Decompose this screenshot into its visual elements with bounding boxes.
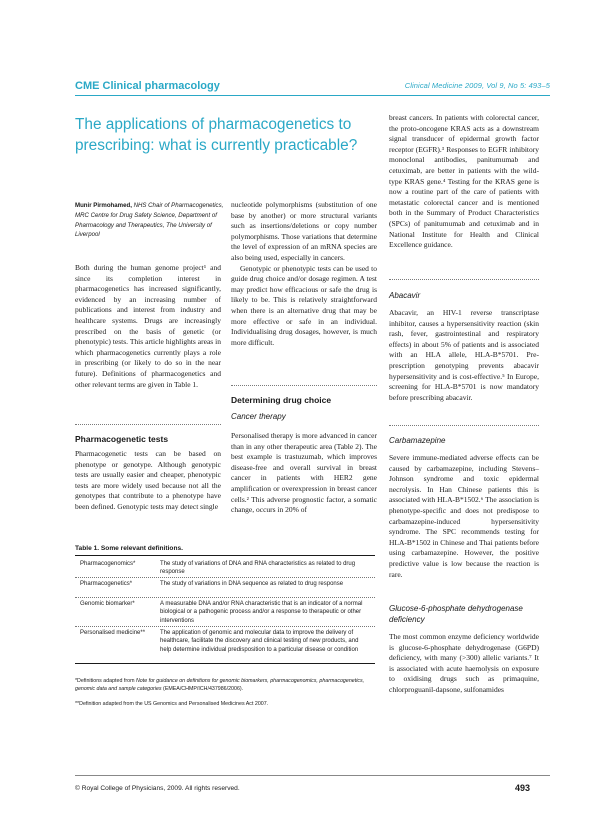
- footnote-1-suffix: (EMEA/CHMP/ICH/437986/2006).: [161, 686, 244, 692]
- table-footnote-1: [75, 677, 375, 693]
- table-term: Pharmacogenomics*: [80, 561, 136, 567]
- col2-paragraph-2: Genotypic or phenotypic tests can be used to guide drug choice and/or dosage regimen. A test may predict how efficacious or safe the drug is likely to be. This is relatively straightforward when there is an alternative drug that may be more effective or safe in an individual. Individualising drug dosages, however, is much more difficult.: [231, 263, 377, 347]
- table-title: Table 1. Some relevant definitions.: [75, 545, 183, 552]
- col3-paragraph-3: Severe immune-mediated adverse effects can be caused by carbamazepine, including Stevens–Johnson syndrome and toxic epidermal necrolysis. In Han Chinese patients this is associated with HLA-B*1502.⁶ The association is phenotype-specific and does not predispose to carbamazepine-induced hypersensitivity syndrome. The SPC recommends testing for HLA-B*1502 in Chinese and Thai patients before using carbamazepine. However, the positive predictive value is low because the reaction is rare.: [389, 453, 539, 579]
- table-term: Personalised medicine**: [80, 630, 146, 636]
- col3-paragraph-1: breast cancers. In patients with colorectal cancer, the proto-oncogene KRAS acts as a downstream signal transducer of epidermal growth factor receptor (EGFR).³ Responses to EGFR inhibitory monoclonal antibodies, panitumumab and cetuximab, are better in patients with the wild-type KRAS gene.⁴ Testing for the KRAS gene is now a routine part of the care of patients with metastatic colorectal cancer and is mentioned both in the Summary of Product Characteristics (SPCs) of panitumumab and cetuximab and in National Institute for Health and Clinical Excellence guidance.: [389, 113, 539, 250]
- author-affiliation: NHS Chair of Pharmacogenetics, MRC Centre for Drug Safety Science, Department of Pharmacology and Therapeutics, The University of Liverpool: [75, 202, 224, 239]
- table-definition: A measurable DNA and/or RNA characteristic that is an indicator of a normal biological or a pathogenic process and/or a response to therapeutic or other interventions: [160, 601, 363, 624]
- copyright-notice: © Royal College of Physicians, 2009. All rights reserved.: [75, 785, 240, 792]
- journal-citation: Clinical Medicine 2009, Vol 9, No 5: 493–5: [404, 81, 550, 90]
- subheading-abacavir: Abacavir: [389, 291, 421, 300]
- column-3-abacavir: [389, 308, 539, 403]
- footer-rule: [75, 775, 550, 776]
- section-divider: [389, 279, 539, 280]
- col3-paragraph-2: Abacavir, an HIV-1 reverse transcriptase inhibitor, causes a hypersensitivity reaction (skin rash, fever, gastrointestinal and respiratory effects) in about 5% of patients and is associated with an HLA allele, HLA-B*5701. Pre-prescription genotyping prevents abacavir hypersensitivity and is cost-effective.⁵ In Europe, screening for HLA-B*5701 is now mandatory before prescribing abacavir.: [389, 308, 539, 402]
- subheading-cancer-therapy: Cancer therapy: [231, 412, 286, 421]
- table-row: [75, 629, 375, 662]
- table-row-divider: [75, 597, 375, 598]
- table-bottom-rule: [75, 663, 375, 664]
- col3-paragraph-4: The most common enzyme deficiency worldwide is glucose-6-phosphate dehydrogenase (G6PD) deficiency, with many (>300) allelic variants.⁷ It is associated with acute haemolysis on exposure to oxidising drugs such as primaquine, chlorproguanil-dapsone, sulfonamides: [389, 632, 539, 694]
- section-divider: [389, 425, 539, 426]
- section-divider: [231, 385, 377, 386]
- section-divider: [75, 424, 221, 425]
- col2-paragraph-3: Personalised therapy is more advanced in cancer than in any other therapeutic area (Table 2). The best example is trastuzumab, which improves disease-free and overall survival in breast cancer in patients with HER2 gene amplification or overexpression in breast cancer cells.² This adverse prognostic factor, a somatic change, occurs in 20% of: [231, 431, 377, 515]
- table-term: Pharmacogenetics*: [80, 581, 133, 587]
- heading-determining-drug-choice: Determining drug choice: [231, 395, 332, 405]
- footnote-1-prefix: *Definitions adapted from: [75, 678, 136, 684]
- column-1-intro: [75, 263, 221, 390]
- column-2-top: [231, 200, 377, 348]
- tests-paragraph: Pharmacogenetic tests can be based on phenotype or genotype. Although genotypic tests are usually easier and cheaper, phenotypic tests are more widely used because not all the genotypes that contribute to a phenotype have been defined. Genotypic tests may detect single: [75, 449, 221, 511]
- table-row: [75, 560, 375, 576]
- column-3-top: [389, 113, 539, 251]
- table-row: [75, 600, 375, 625]
- header-rule: [75, 95, 550, 96]
- table-definition: The study of variations in DNA sequence as related to drug response: [160, 581, 344, 587]
- col2-paragraph-1: nucleotide polymorphisms (substitution of one base by another) or more structural variants such as insertions/deletions or copy number polymorphisms. Those variations that determine the level of expression of an mRNA species are also being used, especially in cancers.: [231, 200, 377, 262]
- subheading-g6pd: Glucose-6-phosphate dehydrogenase deficiency: [389, 604, 523, 624]
- table-row: [75, 580, 375, 596]
- table-term: Genomic biomarker*: [80, 601, 135, 607]
- intro-paragraph: Both during the human genome project¹ and since its completion interest in pharmacogenetics has increased significantly, evidenced by an increasing number of publications and interest from industry and healthcare systems. Drugs are increasingly prescribed on the basis of genetic (or phenotypic) tests. This article highlights areas in which pharmacogenetics currently plays a role in prescribing (or likely to do so in the near future). Definitions of pharmacogenetics and other relevant terms are given in Table 1.: [75, 263, 221, 389]
- heading-pharmacogenetic-tests: Pharmacogenetic tests: [75, 434, 169, 444]
- page-number: 493: [514, 783, 530, 793]
- footnote-1-title: Note for guidance on definitions for genomic biomarkers, pharmacogenomics, pharmacogenetics, genomic data and sample categories: [75, 678, 365, 692]
- table-definition: The study of variations of DNA and RNA characteristics as related to drug response: [160, 561, 356, 576]
- author-block: [75, 201, 225, 240]
- column-1-tests: [75, 449, 221, 513]
- subheading-carbamazepine: Carbamazepine: [389, 436, 446, 445]
- table-top-rule: [75, 555, 375, 556]
- table-footnote-2: **Definition adapted from the US Genomics and Personalised Medicines Act 2007.: [75, 701, 269, 707]
- column-3-carbamazepine: [389, 453, 539, 580]
- column-2-cancer: [231, 431, 377, 516]
- section-label: CME Clinical pharmacology: [75, 80, 220, 92]
- table-row-divider: [75, 577, 375, 578]
- table-row-divider: [75, 626, 375, 627]
- column-3-g6pd: [389, 632, 539, 696]
- article-title: The applications of pharmacogenetics to prescribing: what is currently practicable?: [75, 116, 358, 154]
- table-definition: The application of genomic and molecular data to improve the delivery of healthcare, facilitate the discovery and clinical testing of new products, and help determine individual predisposition to a particular disease or condition: [160, 630, 359, 653]
- author-name: Munir Pirmohamed,: [75, 202, 132, 209]
